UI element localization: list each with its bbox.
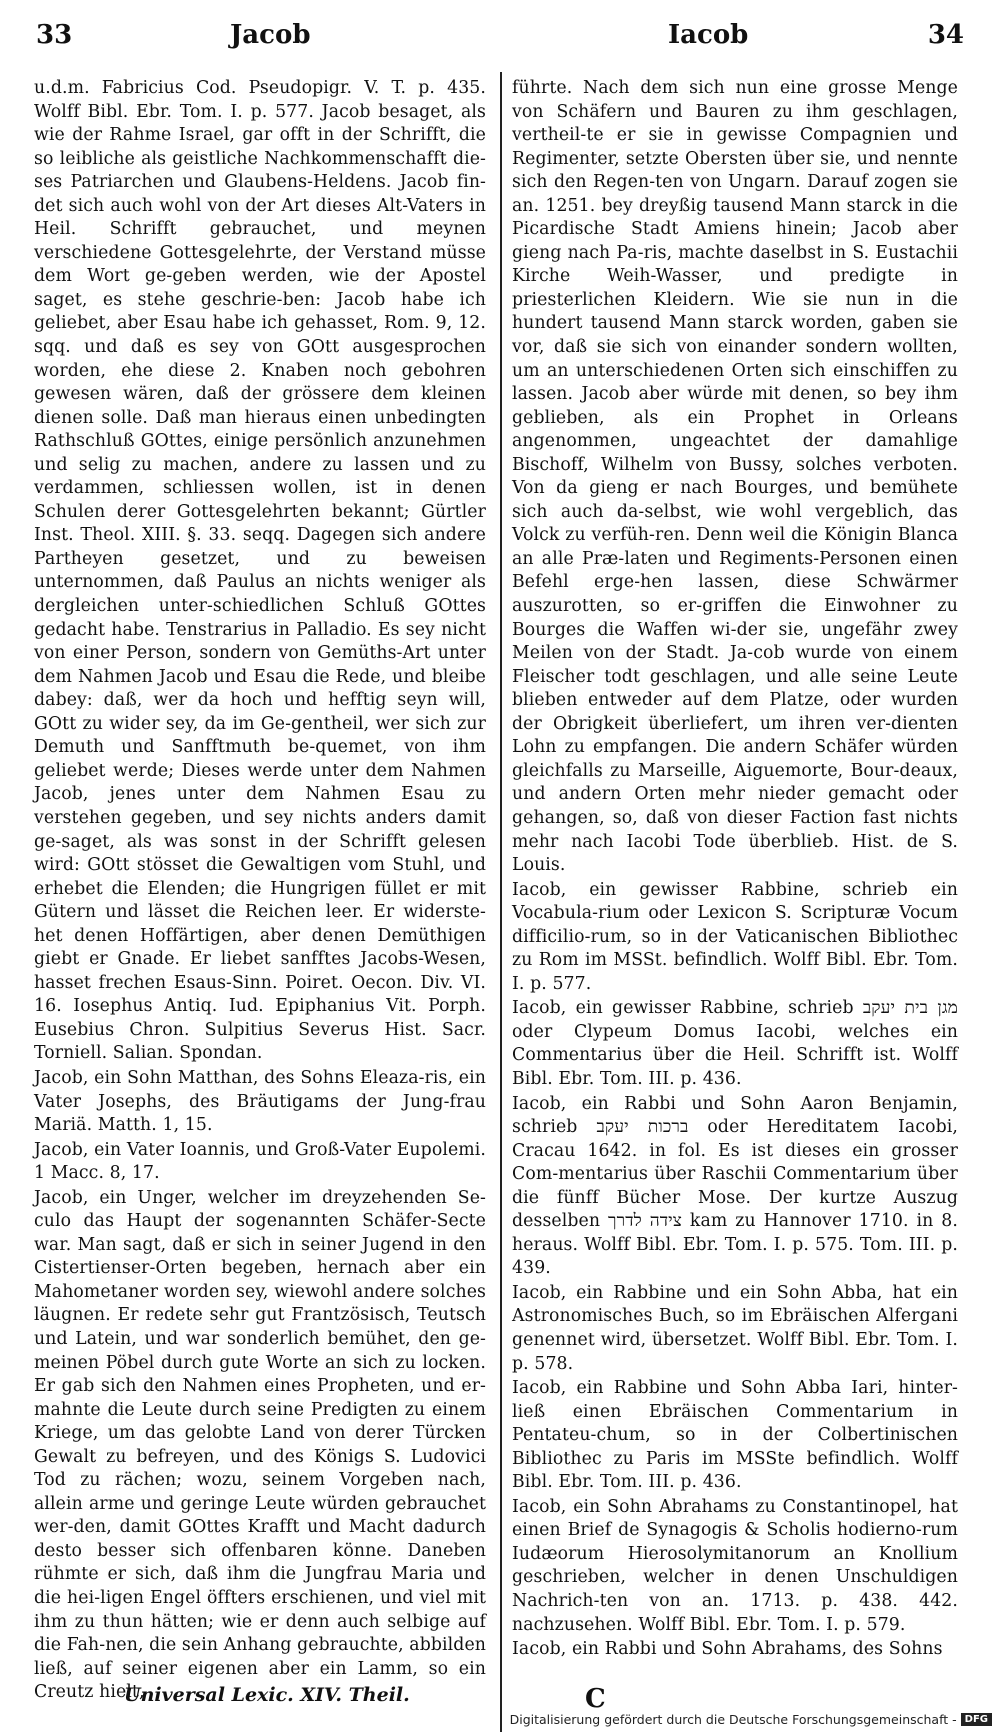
right-entry-3: Iacob, ein gewisser Rabbine, schrieb מגן בית יעקב oder Clypeum Domus Iacobi, welches ein Commentarius über die Heil. Schrifft ist. Wolff Bibl. Ebr. Tom. III. p. 436. — [512, 998, 958, 1089]
left-entry-3: Jacob, ein Vater Ioannis, und Groß-Vater Eupolemi. 1 Macc. 8, 17. — [34, 1139, 486, 1184]
signature-mark-right: C — [585, 1684, 606, 1714]
right-entry-7: Iacob, ein Sohn Abrahams zu Constantinopel, hat einen Brief de Synagogis & Scholis hodierno-rum Iudæorum Hierosolymitanorum an Knollium geschrieben, welcher in denen Unschuldigen Nachrich-ten von an. 1713. p. 438. 442. nachzusehen. Wolff Bibl. Ebr. Tom. I. p. 579. — [512, 1496, 958, 1635]
running-title-right: Iacob — [668, 20, 749, 50]
column-divider — [500, 72, 502, 1732]
page-number-right: 34 — [927, 20, 964, 50]
right-entry-5: Iacob, ein Rabbine und ein Sohn Abba, hat ein Astronomisches Buch, so im Ebräischen Alfergani genennet wird, übersetzet. Wolff Bibl. Ebr. Tom. I. p. 578. — [512, 1282, 958, 1374]
right-column — [512, 76, 958, 1662]
left-entry-1: u.d.m. Fabricius Cod. Pseudopigr. V. T. p. 435. Wolff Bibl. Ebr. Tom. I. p. 577. Jacob besaget, als wie der Rahme Israel, gar offt in der Schrifft, die so leibliche als geistliche Nachkommenschafft die-ses Patriarchen und Glaubens-Heldens. Jacob fin-det sich auch wohl von der Art dieses Alt-Vaters in Heil. Schrifft gebrauchet, und meynen verschiedene Gottesgelehrte, der Verstand müsse dem Wort ge-geben werden, wie der Apostel saget, es stehe geschrie-ben: Jacob habe ich geliebet, aber Esau habe ich gehasset, Rom. 9, 12. sqq. und daß es sey von GOtt ausgesprochen worden, ehe diese 2. Knaben noch gebohren gewesen wären, daß der grössere dem kleinen dienen solle. Daß man hieraus einen unbedingten Rathschluß GOttes, einige persönlich anzunehmen und selig zu machen, andere zu lassen und zu verdammen, schliessen wollen, ist in denen Schulen derer Gottesgelehrten bekannt; Gürtler Inst. Theol. XIII. §. 33. seqq. Dagegen sich andere Partheyen gesetzet, und zu beweisen unternommen, daß Paulus an nichts weniger als dergleichen unter-schiedlichen Schluß GOttes gedacht habe. Tenstrarius in Palladio. Es sey nicht von einer Person, sondern von Gemüths-Art unter dem Nahmen Jacob und Esau die Rede, und bleibe dabey: daß, wer da hoch und hefftig seyn will, GOtt zu wider sey, da im Ge-gentheil, wer sich zur Demuth und Sanfftmuth be-quemet, von ihm geliebet werde; Dieses werde unter dem Nahmen Jacob, jenes unter dem Nahmen Esau zu verstehen gegeben, und sey nichts anders damit ge-saget, als was sonst in der Schrifft gelesen wird: GOtt stösset die Gewaltigen vom Stuhl, und erhebet die Elenden; die Hungrigen füllet er mit Gütern und lässet die Reichen leer. Er widerste-het denen Hoffärtigen, aber denen Demüthigen giebt er Gnade. Er liebet sanfftes Jacobs-Wesen, hasset frechen Esaus-Sinn. Poiret. Oecon. Div. VI. 16. Iosephus Antiq. Iud. Epiphanius Vit. Porph. Eusebius Chron. Sulpitius Severus Hist. Sacr. Torniell. Salian. Spondan. — [34, 78, 486, 1064]
page-header — [28, 20, 968, 62]
digitization-footer — [510, 1712, 992, 1727]
running-title-left: Jacob — [230, 20, 311, 50]
left-entry-2: Jacob, ein Sohn Matthan, des Sohns Eleaza-ris, ein Vater Josephs, des Bräutigams der Jung-frau Mariä. Matth. 1, 15. — [34, 1067, 486, 1136]
page-number-left: 33 — [36, 20, 73, 50]
right-entry-4: Iacob, ein Rabbi und Sohn Aaron Benjamin, schrieb ברכות יעקב oder Hereditatem Iacobi, Cracau 1642. in fol. Es ist dieses ein grosser Com-mentarius über Raschii Commentarium über die fünff Bücher Mose. Der kurtze Auszug desselben צידה לדרך kam zu Hannover 1710. in 8. heraus. Wolff Bibl. Ebr. Tom. I. p. 575. Tom. III. p. 439. — [512, 1093, 958, 1279]
right-entry-2: Iacob, ein gewisser Rabbine, schrieb ein Vocabula-rium oder Lexicon S. Scripturæ Vocum difficilio-rum, so in der Vaticanischen Bibliothec zu Rom im MSSt. befindlich. Wolff Bibl. Ebr. Tom. I. p. 577. — [512, 879, 958, 994]
dfg-logo-badge: DFG — [961, 1713, 992, 1726]
right-entry-8: Iacob, ein Rabbi und Sohn Abrahams, des Sohns — [512, 1639, 943, 1660]
footer-text: Digitalisierung gefördert durch die Deutsche Forschungsgemeinschaft - — [509, 1712, 957, 1727]
right-entry-1: führte. Nach dem sich nun eine grosse Menge von Schäfern und Bauren zu ihm geschlagen, vertheil-te er sie in gewisse Compagnien und Regimenter, setzte Obersten über sie, und nennte sich den Regen-ten von Ungarn. Darauf zogen sie an. 1251. bey dreyßig tausend Mann starck in die Picardische Stadt Amiens hinein; Jacob aber gieng nach Pa-ris, machte daselbst in S. Eustachii Kirche Weih-Wasser, und predigte in priesterlichen Kleidern. Wie sie nun in die hundert tausend Mann starck worden, gaben sie vor, daß sie sich von einander sondern wollten, um an unterschiedenen Orten sich einschiffen zu lassen. Jacob aber würde mit denen, so bey ihm geblieben, als ein Prophet in Orleans angenommen, ungeachtet der damahlige Bischoff, Wilhelm von Bussy, solches verboten. Von da gieng er nach Bourges, und bemühete sich auch da-selbst, wie wohl vergeblich, das Volck zu verfüh-ren. Denn weil die Königin Blanca an alle Præ-laten und Regiments-Personen einen Befehl erge-hen lassen, diese Schwärmer auszurotten, so er-griffen die Einwohner zu Bourges die Waffen wi-der sie, ungefähr zwey Meilen von der Stadt. Ja-cob wurde von einem Fleischer todt geschlagen, und alle seine Leute blieben entweder auf dem Platze, oder wurden der Obrigkeit überliefert, um ihren ver-dienten Lohn zu empfangen. Die andern Schäfer würden gleichfalls zu Marseille, Aiguemorte, Bour-deaux, und andern Orten mehr nieder gemacht oder gehangen, so, daß von dieser Faction fast nichts mehr nach Iacobi Tode überblieb. Hist. de S. Louis. — [512, 78, 958, 876]
right-entry-6: Iacob, ein Rabbine und Sohn Abba Iari, hinter-ließ einen Ebräischen Commentarium in Pentateu-chum, so in der Colbertinischen Bibliothec zu Paris im MSSte befindlich. Wolff Bibl. Ebr. Tom. III. p. 436. — [512, 1378, 958, 1493]
book-page — [28, 20, 968, 1714]
signature-mark-left: Universal Lexic. XIV. Theil. — [124, 1684, 410, 1706]
left-entry-4: Jacob, ein Unger, welcher im dreyzehenden Se-culo das Haupt der sogenannten Schäfer-Secte war. Man sagt, daß er sich in seiner Jugend in den Cistertienser-Orten begeben, hernach aber ein Mahometaner worden sey, wiewohl andere solches läugnen. Er redete sehr gut Frantzösisch, Teutsch und Latein, und war sonderlich bemühet, den ge-meinen Pöbel durch gute Worte an sich zu locken. Er gab sich den Nahmen eines Propheten, und er-mahnte die Leute durch seine Predigten zu einem Kriege, um das gelobte Land von derer Türcken Gewalt zu befreyen, und des Königs S. Ludovici Tod zu rächen; wozu, seinem Vorgeben nach, allein arme und geringe Leute würden gebrauchet wer-den, damit GOttes Krafft und Macht dadurch desto besser sich offenbaren könne. Daneben rühmte er sich, daß ihm die Jungfrau Maria und die hei-ligen Engel öffters erschienen, und viel mit ihm zu thun hätten; wie er denn auch selbige auf die Fah-nen, die sein Anhang gebrauchte, abbilden ließ, auf seiner eigenen aber ein Lamm, so ein Creutz hielt, — [34, 1187, 486, 1703]
left-column — [34, 76, 486, 1705]
